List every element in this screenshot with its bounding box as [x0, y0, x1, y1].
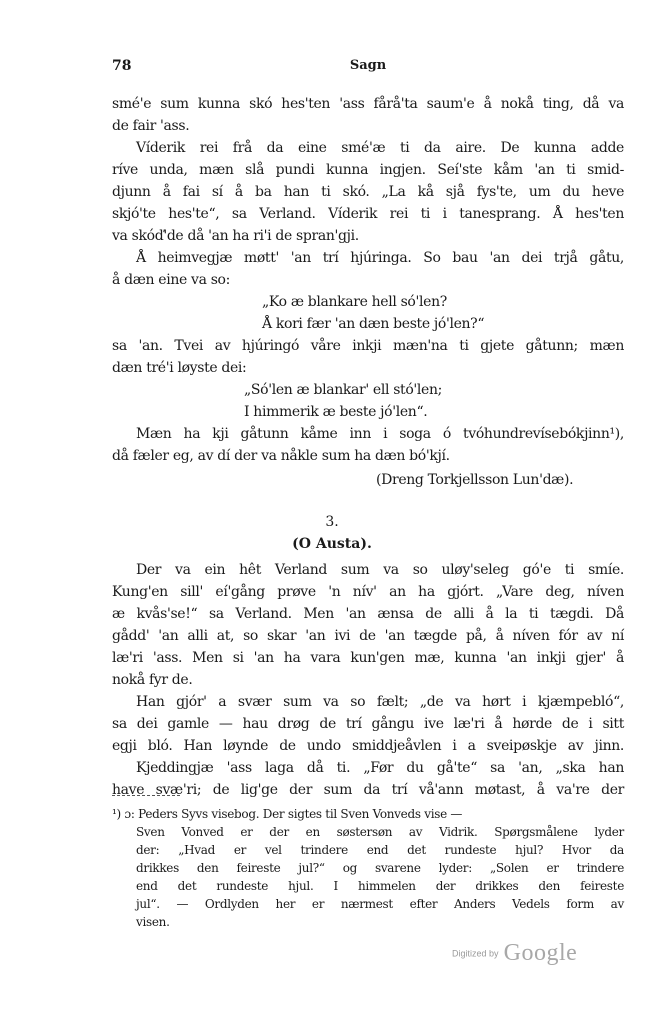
text-line: sa 'an. Tvei av hjúringó våre inkji mæn'na ti gjete gåtunn; mæn — [112, 338, 624, 354]
text-line: Kjeddingjæ 'ass laga då ti. „Før du gå'te“ sa 'an, „ska han — [136, 760, 624, 776]
verse-line: Å kori fær 'an dæn beste jó'len?“ — [262, 316, 485, 332]
text-line: å dæn eine va so: — [112, 272, 230, 288]
footnote-line: drikkes den feireste jul?“ og svarene lyder: „Solen er trindere — [136, 861, 624, 875]
footnote-line: der: „Hvad er vel trindere end det rundeste hjul? Hvor da — [136, 843, 624, 857]
text-line: gådd' 'an alli at, so skar 'an ivi de 'an tægde på, å níven fór av ní — [112, 628, 624, 644]
text-line: ríve unda, mæn slå pundi kunna ingjen. Seí'ste kåm 'an ti smid- — [112, 162, 624, 178]
footnote-line: end det rundeste hjul. I himmelen der drikkes den feireste — [136, 879, 624, 893]
text-line: egji bló. Han løynde de undo smiddjeåvlen i a sveipøskje av jinn. — [112, 738, 624, 754]
text-line: skjó'te hes'te“, sa Verland. Víderik rei ti i tanesprang. Å hes'ten — [112, 206, 624, 222]
digitized-watermark — [452, 940, 577, 967]
text-line: smé'e sum kunna skó hes'ten 'ass fårå'ta saum'e å nokå ting, då va — [112, 96, 624, 112]
verse-line: „Ko æ blankare hell só'len? — [262, 294, 447, 310]
watermark-prefix: Digitized by — [452, 948, 499, 959]
text-line: æ kvås'se!“ sa Verland. Men 'an ænsa de alli å la ti tægdi. Då — [112, 606, 624, 622]
text-line: læ'ri 'ass. Men si 'an ha vara kun'gen mæ, kunna 'an inkji gjer' å — [112, 650, 624, 666]
footnote-line: ¹) ɔ: Peders Syvs visebog. Der sigtes til Sven Vonveds vise — — [112, 807, 463, 821]
text-line: Kung'en sill' eí'gång prøve 'n nív' an ha gjórt. „Vare deg, níven — [112, 584, 624, 600]
footnote-line: Sven Vonved er der en søstersøn av Vidrik. Spørgsmålene lyder — [136, 825, 624, 839]
text-line: have svæ'ri; de lig'ge der sum da trí vå'ann møtast, å va're der — [112, 782, 624, 798]
text-line: djunn å fai sí å ba han ti skó. „La kå sjå fys'te, um du heve — [112, 184, 624, 200]
verse-line: I himmerik æ beste jó'len“. — [244, 404, 428, 420]
text-line: Mæn ha kji gåtunn kåme inn i soga ó tvóhundrevísebókjinn¹), — [136, 426, 624, 442]
section-title: (O Austa). — [292, 536, 372, 552]
text-line: nokå fyr de. — [112, 672, 193, 688]
page-number: 78 — [112, 58, 132, 74]
signature-line: (Dreng Torkjellsson Lun'dæ). — [376, 472, 574, 488]
page-header — [112, 58, 624, 80]
text-line: sa dei gamle — hau drøg de trí gångu ive læ'ri å hørde de i sitt — [112, 716, 624, 732]
text-line: då fæler eg, av dí der va nåkle sum ha dæn bó'kjí. — [112, 448, 450, 464]
text-line: Der va ein hêt Verland sum va so uløy'seleg gó'e ti smíe. — [136, 562, 624, 578]
footnote-divider — [112, 795, 180, 796]
watermark-logo: Google — [503, 940, 578, 966]
text-line: va skóď'de då 'an ha ri'i de spran'gji. — [112, 228, 359, 244]
text-line: de fair 'ass. — [112, 118, 190, 134]
text-line: Víderik rei frå da eine smé'æ ti da aire. De kunna adde — [136, 140, 624, 156]
section-number: 3. — [325, 514, 339, 530]
text-line: Han gjór' a svær sum va so fælt; „de va hørt i kjæmpebló“, — [136, 694, 624, 710]
footnote-line: visen. — [136, 915, 170, 929]
running-head: Sagn — [349, 58, 387, 73]
footnote-line: jul“. — Ordlyden her er nærmest efter Anders Vedels form av — [136, 897, 624, 911]
text-line: dæn tré'i løyste dei: — [112, 360, 247, 376]
verse-line: „Só'len æ blankar' ell stó'len; — [244, 382, 443, 398]
text-line: Å heimvegjæ møtt' 'an trí hjúringa. So bau 'an dei trjå gåtu, — [136, 250, 624, 266]
